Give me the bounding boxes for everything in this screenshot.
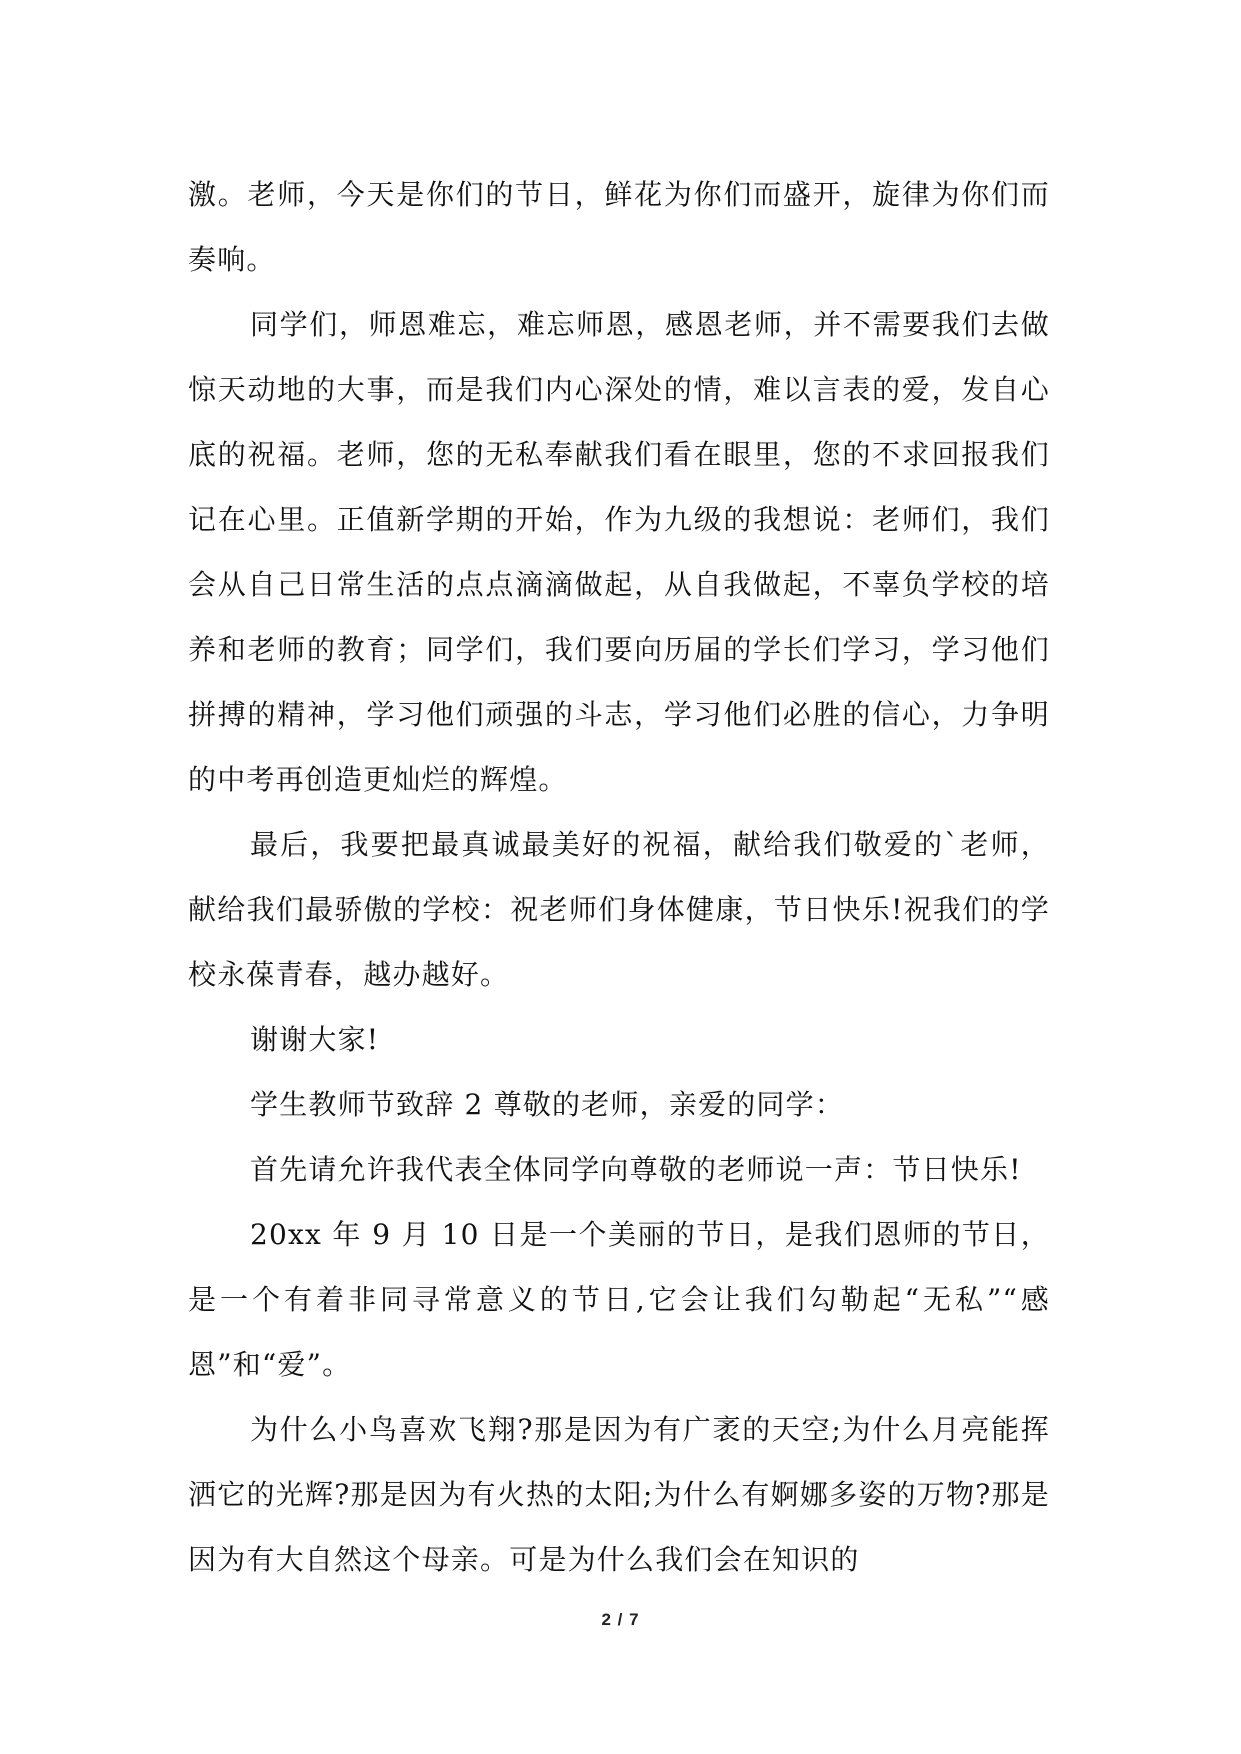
paragraph: 谢谢大家! <box>250 1023 380 1056</box>
page-number: 2 / 7 <box>601 1610 640 1629</box>
paragraph: 首先请允许我代表全体同学向尊敬的老师说一声：节日快乐! <box>250 1153 1022 1186</box>
paragraph: 学生教师节致辞 2 尊敬的老师，亲爱的同学： <box>250 1088 845 1121</box>
paragraph: 最后，我要把最真诚最美好的祝福，献给我们敬爱的`老师，献给我们最骄傲的学校：祝老师们身体健康，节日快乐!祝我们的学校永葆青春，越办越好。 <box>188 828 1050 991</box>
paragraph: 为什么小鸟喜欢飞翔?那是因为有广袤的天空;为什么月亮能挥洒它的光辉?那是因为有火热的太阳;为什么有婀娜多姿的万物?那是因为有大自然这个母亲。可是为什么我们会在知识的 <box>188 1413 1050 1576</box>
paragraph: 20xx 年 9 月 10 日是一个美丽的节日，是我们恩师的节日，是一个有着非同寻常意义的节日,它会让我们勾勒起“无私”“感恩”和“爱”。 <box>188 1218 1050 1381</box>
paragraph: 同学们，师恩难忘，难忘师恩，感恩老师，并不需要我们去做惊天动地的大事，而是我们内心深处的情，难以言表的爱，发自心底的祝福。老师，您的无私奉献我们看在眼里，您的不求回报我们记在心里。正值新学期的开始，作为九级的我想说：老师们，我们会从自己日常生活的点点滴滴做起，从自我做起，不辜负学校的培养和老师的教育；同学们，我们要向历届的学长们学习，学习他们拼搏的精神，学习他们顽强的斗志，学习他们必胜的信心，力争明的中考再创造更灿烂的辉煌。 <box>188 308 1050 796</box>
document-body <box>188 162 1050 1592</box>
paragraph: 激。老师，今天是你们的节日，鲜花为你们而盛开，旋律为你们而奏响。 <box>188 178 1050 276</box>
